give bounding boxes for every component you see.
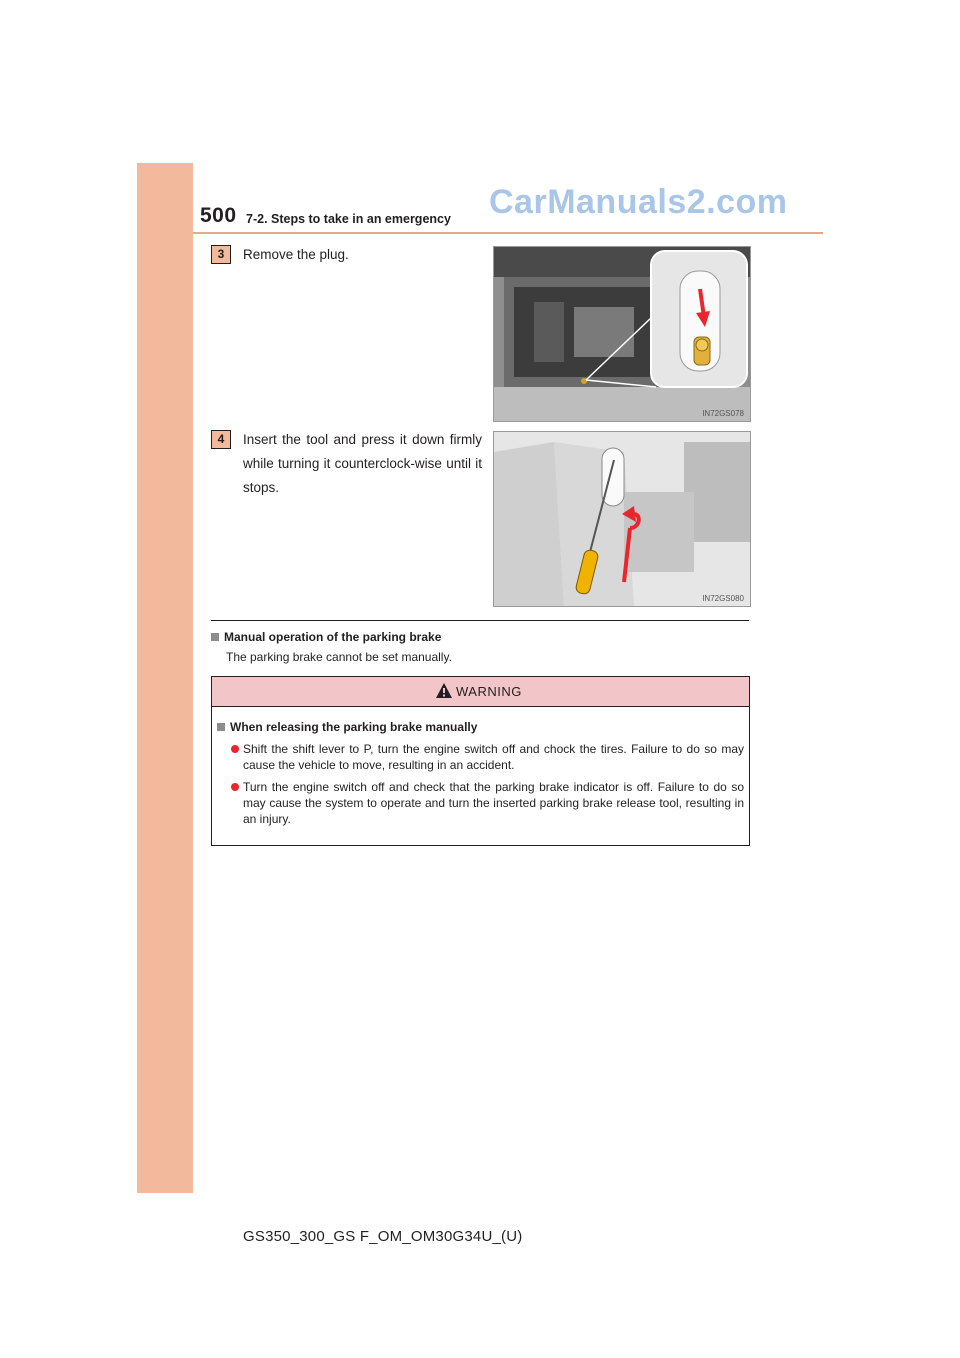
warning-item: [217, 741, 744, 773]
section-heading: [211, 630, 441, 644]
bullet-dot-icon: [231, 783, 239, 791]
section-title: 7-2. Steps to take in an emergency: [246, 212, 451, 226]
figure-insert-tool: [493, 431, 751, 607]
section-heading-text: Manual operation of the parking brake: [224, 630, 442, 644]
square-bullet-icon: [211, 633, 219, 641]
step-number-3: 3: [211, 245, 231, 264]
step-number-4: 4: [211, 430, 231, 449]
section-body: The parking brake cannot be set manually.: [226, 650, 452, 664]
warning-item-text: Shift the shift lever to P, turn the engine switch off and chock the tires. Failure to do so may cause the vehicle to move, resulting in an accident.: [243, 742, 744, 772]
release-tool-illustration: [494, 432, 750, 606]
warning-header: [212, 677, 749, 707]
warning-item: [217, 779, 744, 827]
warning-title: WARNING: [456, 684, 522, 699]
watermark: CarManuals2.com: [489, 183, 788, 221]
side-tab: [137, 163, 193, 1193]
warning-item-text: Turn the engine switch off and check that the parking brake indicator is off. Failure to do so may cause the system to operate and turn the inserted parking brake release tool, resulting in an injury.: [243, 780, 744, 826]
figure-code: IN72GS080: [702, 594, 744, 603]
page-number: 500: [200, 204, 237, 227]
warning-box: [211, 676, 750, 846]
warning-triangle-icon: [435, 682, 453, 699]
step-3-text: Remove the plug.: [243, 247, 349, 262]
figure-code: IN72GS078: [702, 409, 744, 418]
warning-subheading: [217, 720, 477, 734]
bullet-dot-icon: [231, 745, 239, 753]
header-rule: [193, 232, 823, 234]
footer-document-id: GS350_300_GS F_OM_OM30G34U_(U): [243, 1228, 523, 1245]
trunk-plug-illustration: [494, 247, 750, 421]
section-rule: [211, 620, 749, 621]
square-bullet-icon: [217, 723, 225, 731]
figure-remove-plug: [493, 246, 751, 422]
step-4-text: Insert the tool and press it down firmly while turning it counterclock-wise until it stops.: [243, 432, 482, 495]
warning-subheading-text: When releasing the parking brake manually: [230, 720, 478, 734]
